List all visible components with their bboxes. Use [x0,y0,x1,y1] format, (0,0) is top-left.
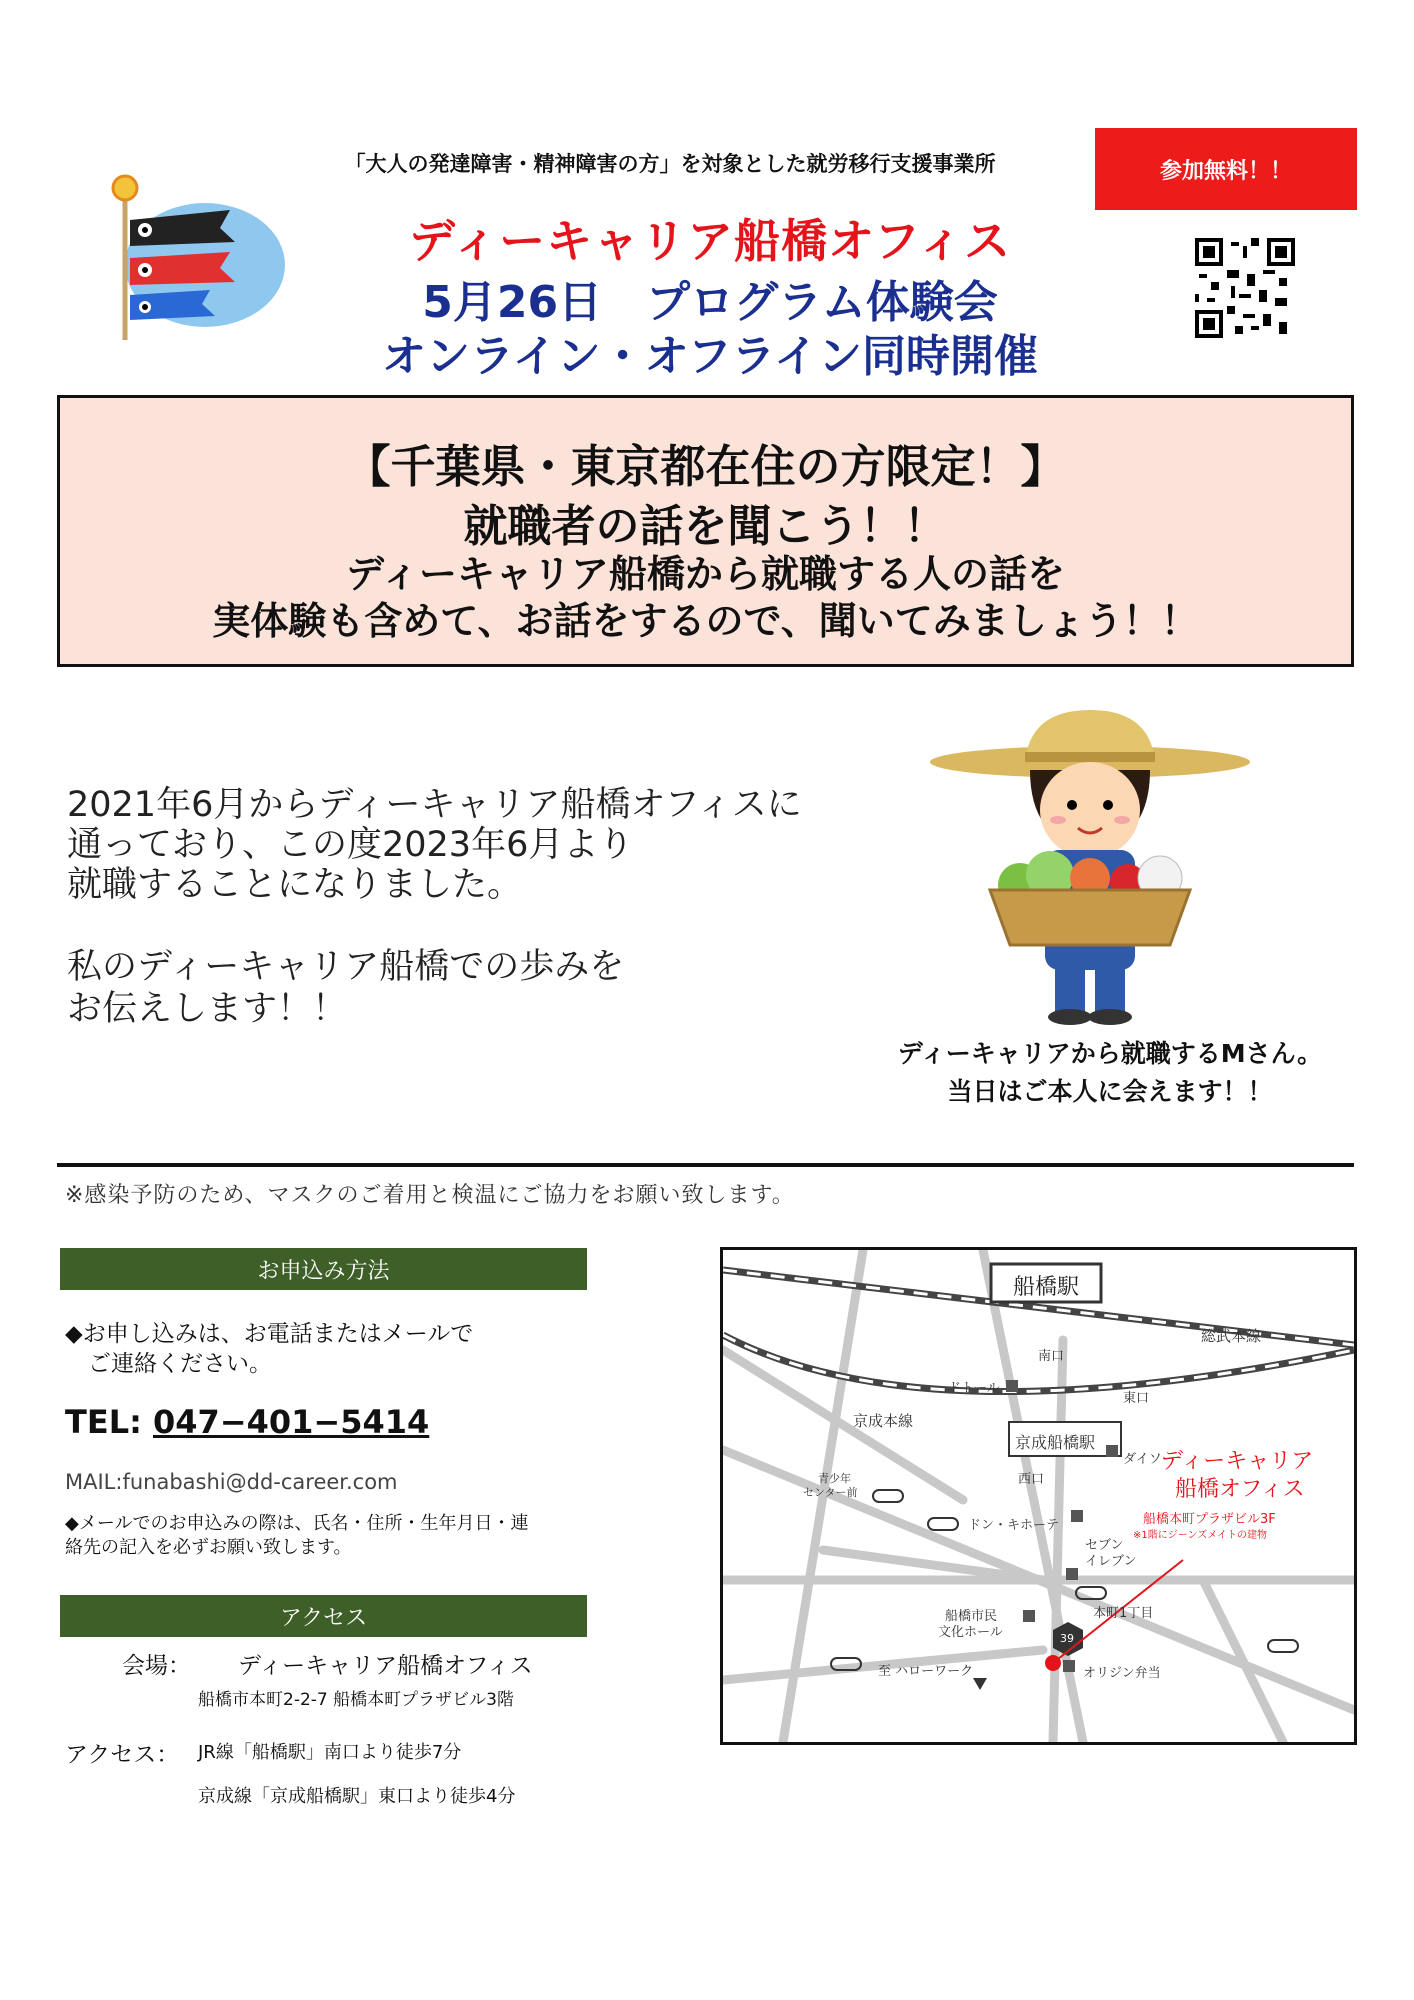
map-sobu-line: 総武本線 [1201,1327,1262,1345]
map-doutor: ドトール [948,1381,1000,1396]
farmer-caption: ディーキャリアから就職するMさん。 [897,1039,1323,1068]
highlight-description-2: 実体験も含めて、お話をするので、聞いてみましょう！！ [212,599,1199,643]
map-south-exit: 南口 [1038,1349,1065,1364]
map-building: 船橋本町プラザビル3F [1143,1512,1276,1527]
access-section-header: アクセス [60,1595,587,1637]
map-daiso: ダイソー [1123,1452,1175,1467]
koinobori-illustration [110,170,285,345]
map-hellowork: 至 ハローワーク [878,1664,974,1679]
highlight-target: 【千葉県・東京都在住の方限定！】 [345,440,1066,493]
access-label: アクセス： [65,1742,180,1768]
event-format: オンライン・オフライン同時開催 [381,331,1039,382]
access-jr: JR線「船橋駅」南口より徒歩7分 [198,1742,462,1763]
mask-notice: ※感染予防のため、マスクのご着用と検温にご協力をお願い致します。 [65,1183,795,1208]
venue-label: 会場： [122,1653,191,1679]
mail-note: 絡先の記入を必ずお願い致します。 [65,1537,352,1558]
free-participation-badge: 参加無料！！ [1095,128,1357,210]
map-keisei-station: 京成船橋駅 [1015,1433,1096,1452]
tel-label: TEL: [65,1403,142,1441]
farmer-caption: 当日はご本人に会えます！！ [947,1077,1273,1106]
highlight-box [57,395,1354,667]
mail-note: ◆メールでのお申込みの際は、氏名・住所・生年月日・連 [65,1513,529,1534]
map-seven-eleven: イレブン [1085,1554,1137,1569]
story-line: 2021年6月からディーキャリア船橋オフィスに [67,785,802,825]
map-youth-center: センター前 [803,1486,858,1499]
map-honcho: 本町1丁目 [1093,1606,1154,1621]
story-line: 通っており、この度2023年6月より [67,825,634,865]
qr-code[interactable] [1195,238,1295,338]
map-office-name: ディーキャリア [1161,1449,1314,1474]
map-origin: オリジン弁当 [1083,1666,1161,1681]
map-west-exit: 西口 [1018,1472,1045,1487]
map-youth-center: 青少年 [818,1472,851,1485]
section-divider [57,1163,1354,1167]
access-map [720,1247,1357,1745]
map-culture-hall: 文化ホール [938,1625,1003,1640]
access-keisei: 京成線「京成船橋駅」東口より徒歩4分 [198,1786,516,1807]
event-title: 5月26日 プログラム体験会 [422,277,998,328]
map-keisei-line: 京成本線 [853,1412,914,1430]
map-donki: ドン・キホーテ [968,1518,1060,1533]
story-line: 就職することになりました。 [67,865,523,905]
apply-section-header: お申込み方法 [60,1248,587,1290]
story-line: お伝えします！！ [67,989,348,1029]
story-line: 私のディーキャリア船橋での歩みを [67,947,625,987]
tel-number-link[interactable]: 047−401−5414 [153,1403,430,1441]
venue-name: ディーキャリア船橋オフィス [238,1653,533,1679]
venue-address: 船橋市本町2-2-7 船橋本町プラザビル3階 [198,1690,514,1710]
highlight-description-1: ディーキャリア船橋から就職する人の話を [346,552,1065,596]
map-jr-station: 船橋駅 [1013,1275,1080,1300]
map-seven-eleven: セブン [1085,1538,1124,1553]
top-subtitle: 「大人の発達障害・精神障害の方」を対象とした就労移行支援事業所 [344,152,996,176]
map-office-name: 船橋オフィス [1175,1477,1305,1502]
map-building-note: ※1階にジーンズメイトの建物 [1133,1530,1268,1541]
mail-address-link[interactable]: MAIL:funabashi@dd-career.com [65,1470,398,1494]
farmer-illustration [930,710,1270,1030]
office-title: ディーキャリア船橋オフィス [408,214,1012,268]
apply-instruction: ご連絡ください。 [88,1351,272,1377]
apply-instruction: ◆お申し込みは、お電話またはメールで [65,1321,474,1347]
map-route-39: 39 [1060,1632,1074,1645]
highlight-headline: 就職者の話を聞こう！！ [463,501,948,552]
map-east-exit: 東口 [1123,1391,1150,1406]
map-culture-hall: 船橋市民 [945,1609,998,1624]
